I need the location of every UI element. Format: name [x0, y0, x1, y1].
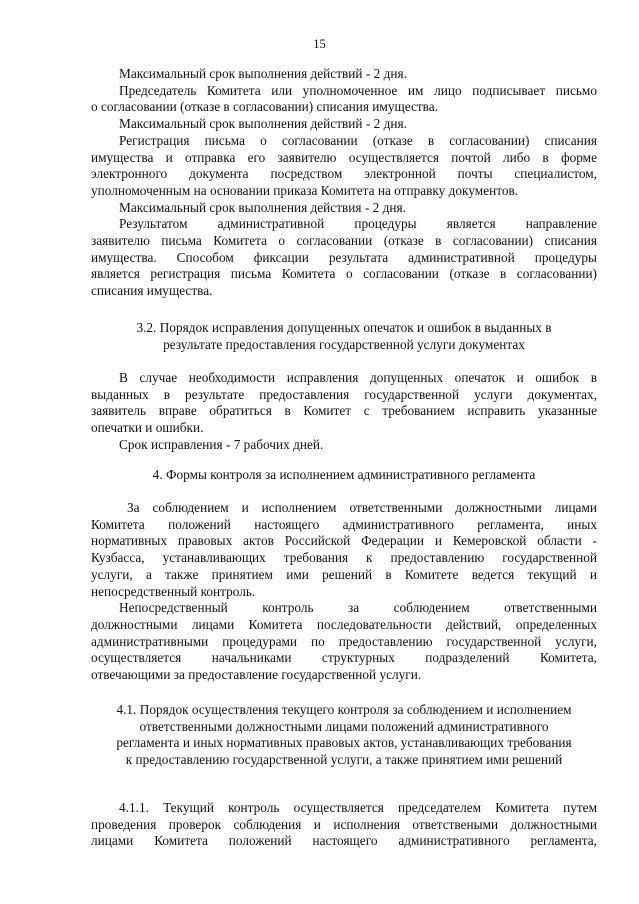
- paragraph-max-term-3: Максимальный срок выполнения действия - 2 дня.: [119, 199, 406, 215]
- paragraph-result-line2: заявителю письма Комитета о согласовании (отказе в согласовании) списания: [91, 233, 597, 249]
- paragraph-correction-line4: опечатки и ошибки.: [91, 420, 204, 436]
- heading-4-1-line2: ответственными должностными лицами положений административного: [139, 718, 549, 734]
- heading-4-1-line4: к предоставлению государственной услуги, а также принятием ими решений: [125, 752, 563, 768]
- section-3-2-body: [91, 370, 597, 454]
- paragraph-control-line3: нормативных правовых актов Российской Федерации и Кемеровской области -: [91, 533, 597, 549]
- paragraph-result-line1: Результатом административной процедуры является направление: [119, 216, 597, 232]
- paragraph-result-line4: является регистрация письма Комитета о согласовании (отказе в согласовании): [91, 266, 597, 282]
- section-4-1-1: [91, 800, 597, 850]
- paragraph-registration-line3: электронного документа посредством электронной почты специалистом,: [91, 166, 597, 182]
- paragraph-max-term-1: Максимальный срок выполнения действий - 2 дня.: [119, 66, 407, 81]
- paragraph-registration-line1: Регистрация письма о согласовании (отказе в согласовании) списания: [119, 132, 597, 148]
- paragraph-direct-control-line3: административными процедурами по предоставлению государственной услуги,: [91, 633, 597, 649]
- paragraph-max-term-2: Максимальный срок выполнения действий - 2 дня.: [119, 116, 407, 132]
- paragraph-direct-control-line1: Непосредственный контроль за соблюдением ответственными: [119, 600, 597, 616]
- paragraph-correction-line2: выданных в результате предоставления государственной услуги документах,: [91, 386, 597, 402]
- paragraph-control-line5: услуги, а также принятием ими решений в Комитете ведется текущий и: [91, 566, 597, 582]
- paragraph-result-line5: списания имущества.: [91, 283, 213, 299]
- heading-3-2-line2: результате предоставления государственной услуги документах: [163, 336, 525, 352]
- paragraph-control-line4: Кузбасса, устанавливающих требования к предоставлению государственной: [91, 550, 597, 566]
- heading-4: [91, 467, 597, 484]
- paragraph-direct-control-line5: отвечающими за предоставление государственной услуги.: [91, 667, 422, 683]
- paragraph-result-line3: имущества. Способом фиксации результата административной процедуры: [91, 249, 597, 265]
- paragraph-current-control-line1: 4.1.1. Текущий контроль осуществляется председателем Комитета путем: [119, 800, 597, 815]
- heading-3-2-line1: 3.2. Порядок исправления допущенных опечаток и ошибок в выданных в: [136, 320, 552, 335]
- paragraph-correction-line3: заявитель вправе обратиться в Комитет с требованием исправить указанные: [91, 403, 597, 419]
- heading-4-1-line1: 4.1. Порядок осуществления текущего контроля за соблюдением и исполнением: [116, 702, 572, 717]
- heading-4-text: 4. Формы контроля за исполнением административного регламента: [152, 467, 536, 482]
- heading-3-2: [91, 320, 597, 353]
- paragraph-chairman-line2: о согласовании (отказе в согласовании) списания имущества.: [91, 99, 439, 115]
- section-3-1-continuation: [91, 66, 597, 300]
- paragraph-correction-term: Срок исправления - 7 рабочих дней.: [119, 436, 324, 452]
- paragraph-correction-line1: В случае необходимости исправления допущенных опечаток и ошибок в: [119, 370, 597, 385]
- paragraph-direct-control-line2: должностными лицами Комитета последовательности действий, определенных: [91, 616, 597, 632]
- page-number: 15: [313, 37, 326, 51]
- section-4-body: [91, 500, 597, 684]
- paragraph-control-line2: Комитета положений настоящего административного регламента, иных: [91, 516, 597, 532]
- paragraph-direct-control-line4: осуществляется начальниками структурных подразделений Комитета,: [91, 650, 597, 666]
- heading-4-1-line3: регламента и иных нормативных правовых актов, устанавливающих требования: [116, 735, 572, 751]
- paragraph-registration-line2: имущества и отправка его заявителю осуществляется почтой либо в форме: [91, 149, 597, 165]
- paragraph-current-control-line2: проведения проверок соблюдения и исполнения ответствеными должностными: [91, 816, 597, 832]
- paragraph-control-line1: За соблюдением и исполнением ответственными должностными лицами: [127, 500, 597, 515]
- paragraph-registration-line4: уполномоченным на основании приказа Комитета на отправку документов.: [91, 182, 519, 198]
- heading-4-1: [82, 702, 606, 769]
- paragraph-control-line6: непосредственный контроль.: [91, 583, 256, 599]
- paragraph-current-control-line3: лицами Комитета положений настоящего административного регламента,: [91, 833, 597, 849]
- paragraph-chairman-line1: Председатель Комитета или уполномоченное им лицо подписывает письмо: [119, 82, 597, 98]
